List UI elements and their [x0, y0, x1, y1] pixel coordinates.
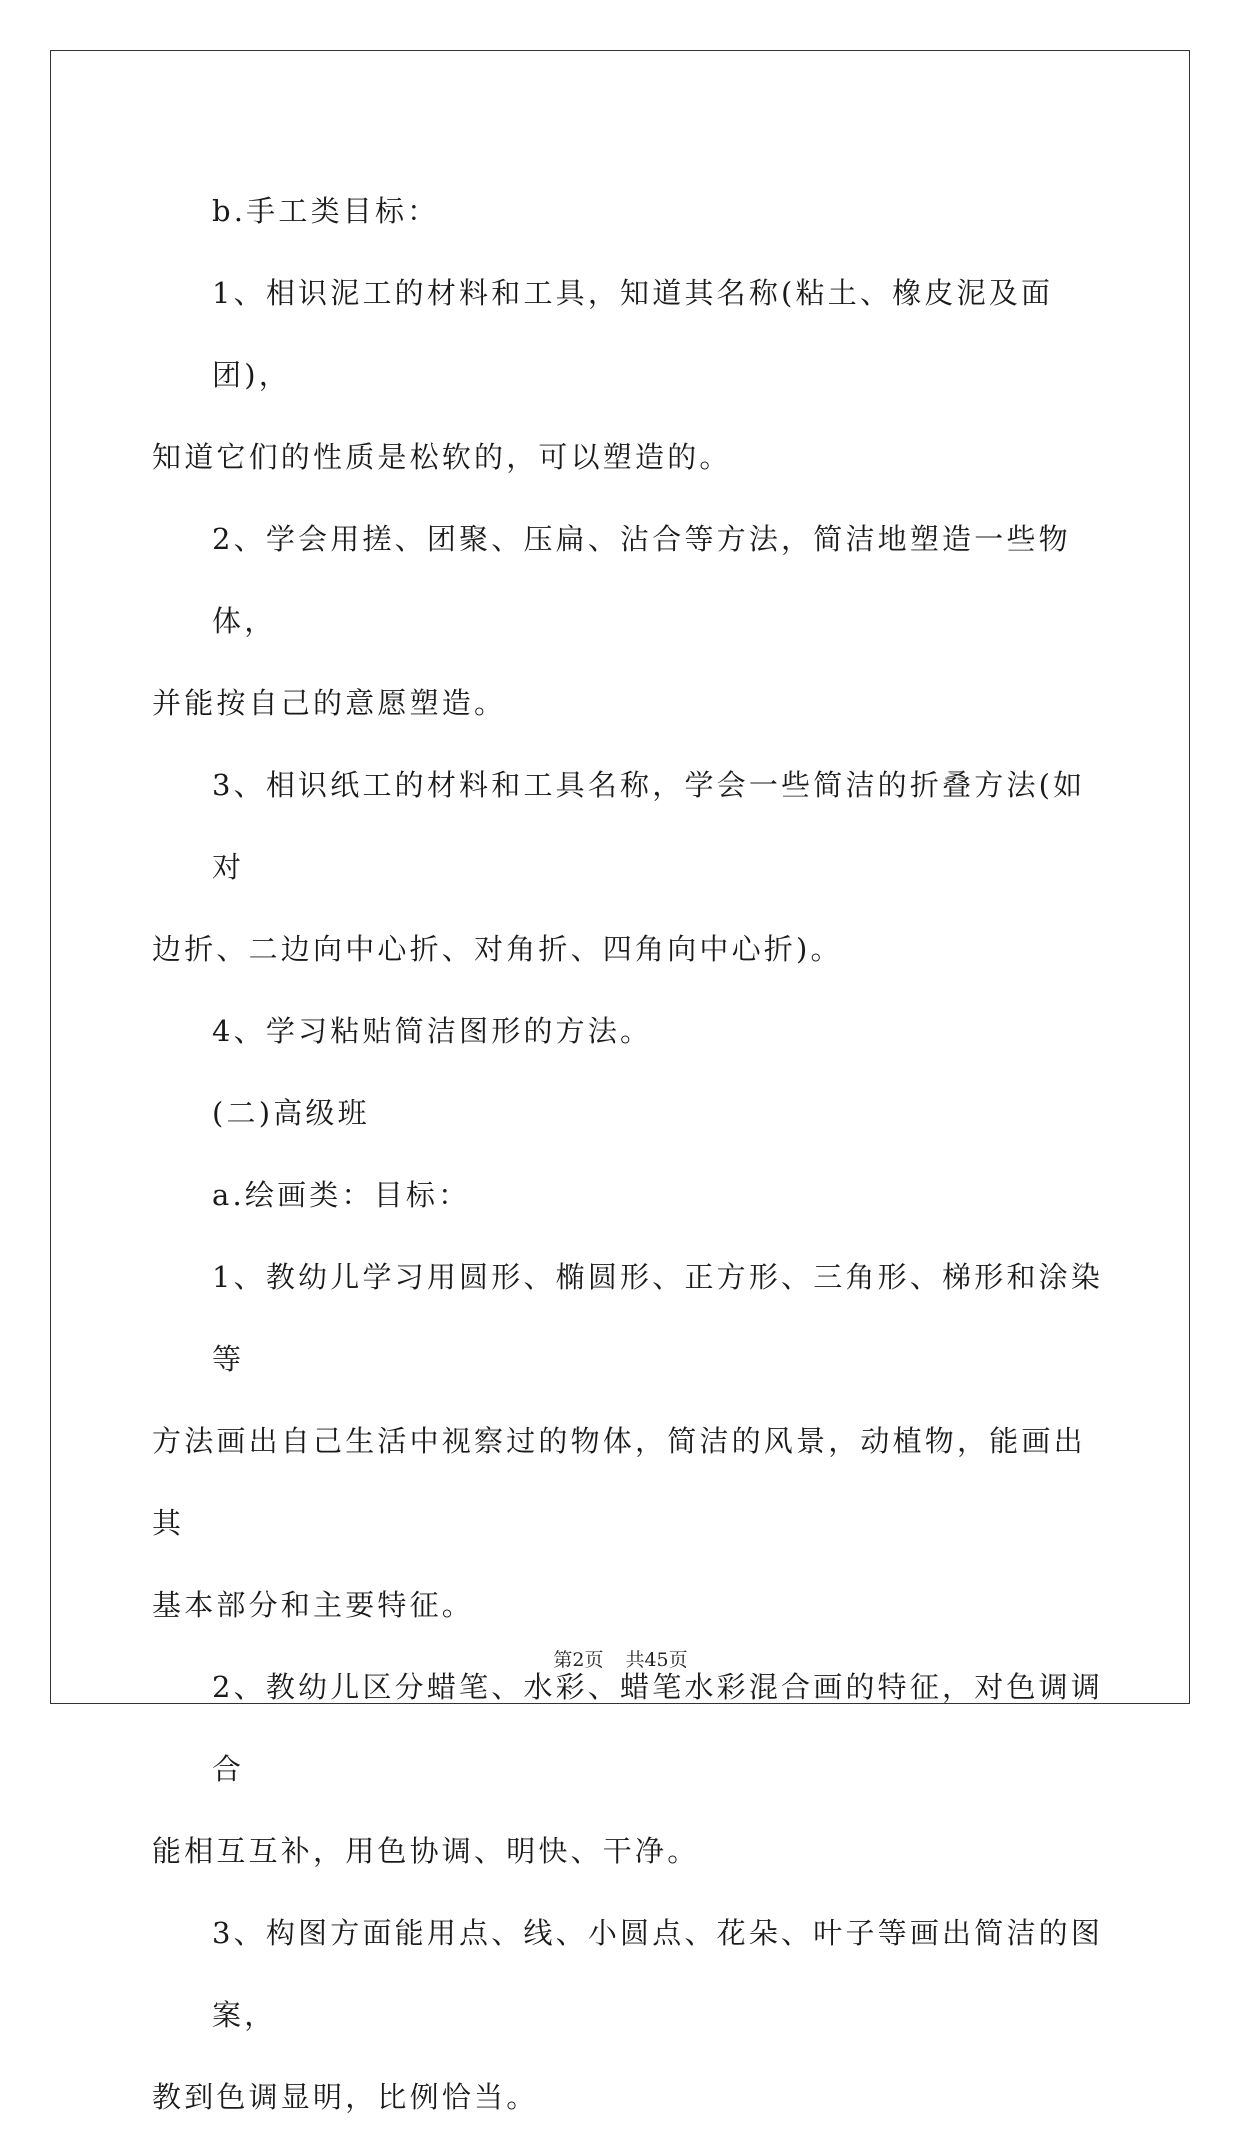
- paragraph-line: 3、相识纸工的材料和工具名称，学会一些简洁的折叠方法(如对: [212, 768, 1086, 884]
- paragraph: [152, 252, 1114, 498]
- paragraph: [152, 1154, 1114, 1236]
- paragraph-line: (二)高级班: [212, 1096, 370, 1130]
- total-pages: 45: [644, 1649, 669, 1671]
- paragraph-line: 并能按自己的意愿塑造。: [152, 686, 507, 720]
- paragraph-line: b.手工类目标：: [212, 194, 440, 228]
- paragraph: [152, 1892, 1114, 2138]
- paragraph: [152, 498, 1114, 744]
- paragraph-line: 能相互互补，用色协调、明快、干净。: [152, 1834, 700, 1868]
- paragraph-line: 1、相识泥工的材料和工具，知道其名称(粘土、橡皮泥及面团)，: [212, 276, 1054, 392]
- paragraph-line: 教到色调显明，比例恰当。: [152, 2080, 539, 2114]
- page-footer: [0, 1645, 1241, 1672]
- paragraph-line: 1、教幼儿学习用圆形、椭圆形、正方形、三角形、梯形和涂染等: [212, 1260, 1104, 1376]
- paragraph-line: 基本部分和主要特征。: [152, 1588, 475, 1622]
- paragraph-line: 2、学会用搓、团聚、压扁、沾合等方法，简洁地塑造一些物体，: [212, 522, 1071, 638]
- document-body: [152, 170, 1114, 2138]
- paragraph-line: 知道它们的性质是松软的，可以塑造的。: [152, 440, 732, 474]
- paragraph: [152, 744, 1114, 990]
- paragraph: [152, 170, 1114, 252]
- paragraph: [152, 1236, 1114, 1646]
- page-label-suffix: 页: [584, 1649, 604, 1671]
- paragraph-line: 4、学习粘贴简洁图形的方法。: [212, 1014, 653, 1048]
- page-number: 2: [572, 1649, 585, 1671]
- paragraph-line: 边折、二边向中心折、对角折、四角向中心折)。: [152, 932, 843, 966]
- paragraph: [152, 990, 1114, 1072]
- paragraph-list: [152, 170, 1114, 2138]
- paragraph-line: 2、教幼儿区分蜡笔、水彩、蜡笔水彩混合画的特征，对色调调合: [212, 1670, 1104, 1786]
- paragraph-line: 3、构图方面能用点、线、小圆点、花朵、叶子等画出简洁的图案，: [212, 1916, 1104, 2032]
- total-label-prefix: 共: [625, 1649, 645, 1671]
- paragraph-line: a.绘画类：目标：: [212, 1178, 471, 1212]
- paragraph: [152, 1646, 1114, 1892]
- paragraph: [152, 1072, 1114, 1154]
- page-label-prefix: 第: [553, 1649, 573, 1671]
- total-label-suffix: 页: [668, 1649, 688, 1671]
- paragraph-line: 方法画出自己生活中视察过的物体，简洁的风景，动植物，能画出其: [152, 1424, 1086, 1540]
